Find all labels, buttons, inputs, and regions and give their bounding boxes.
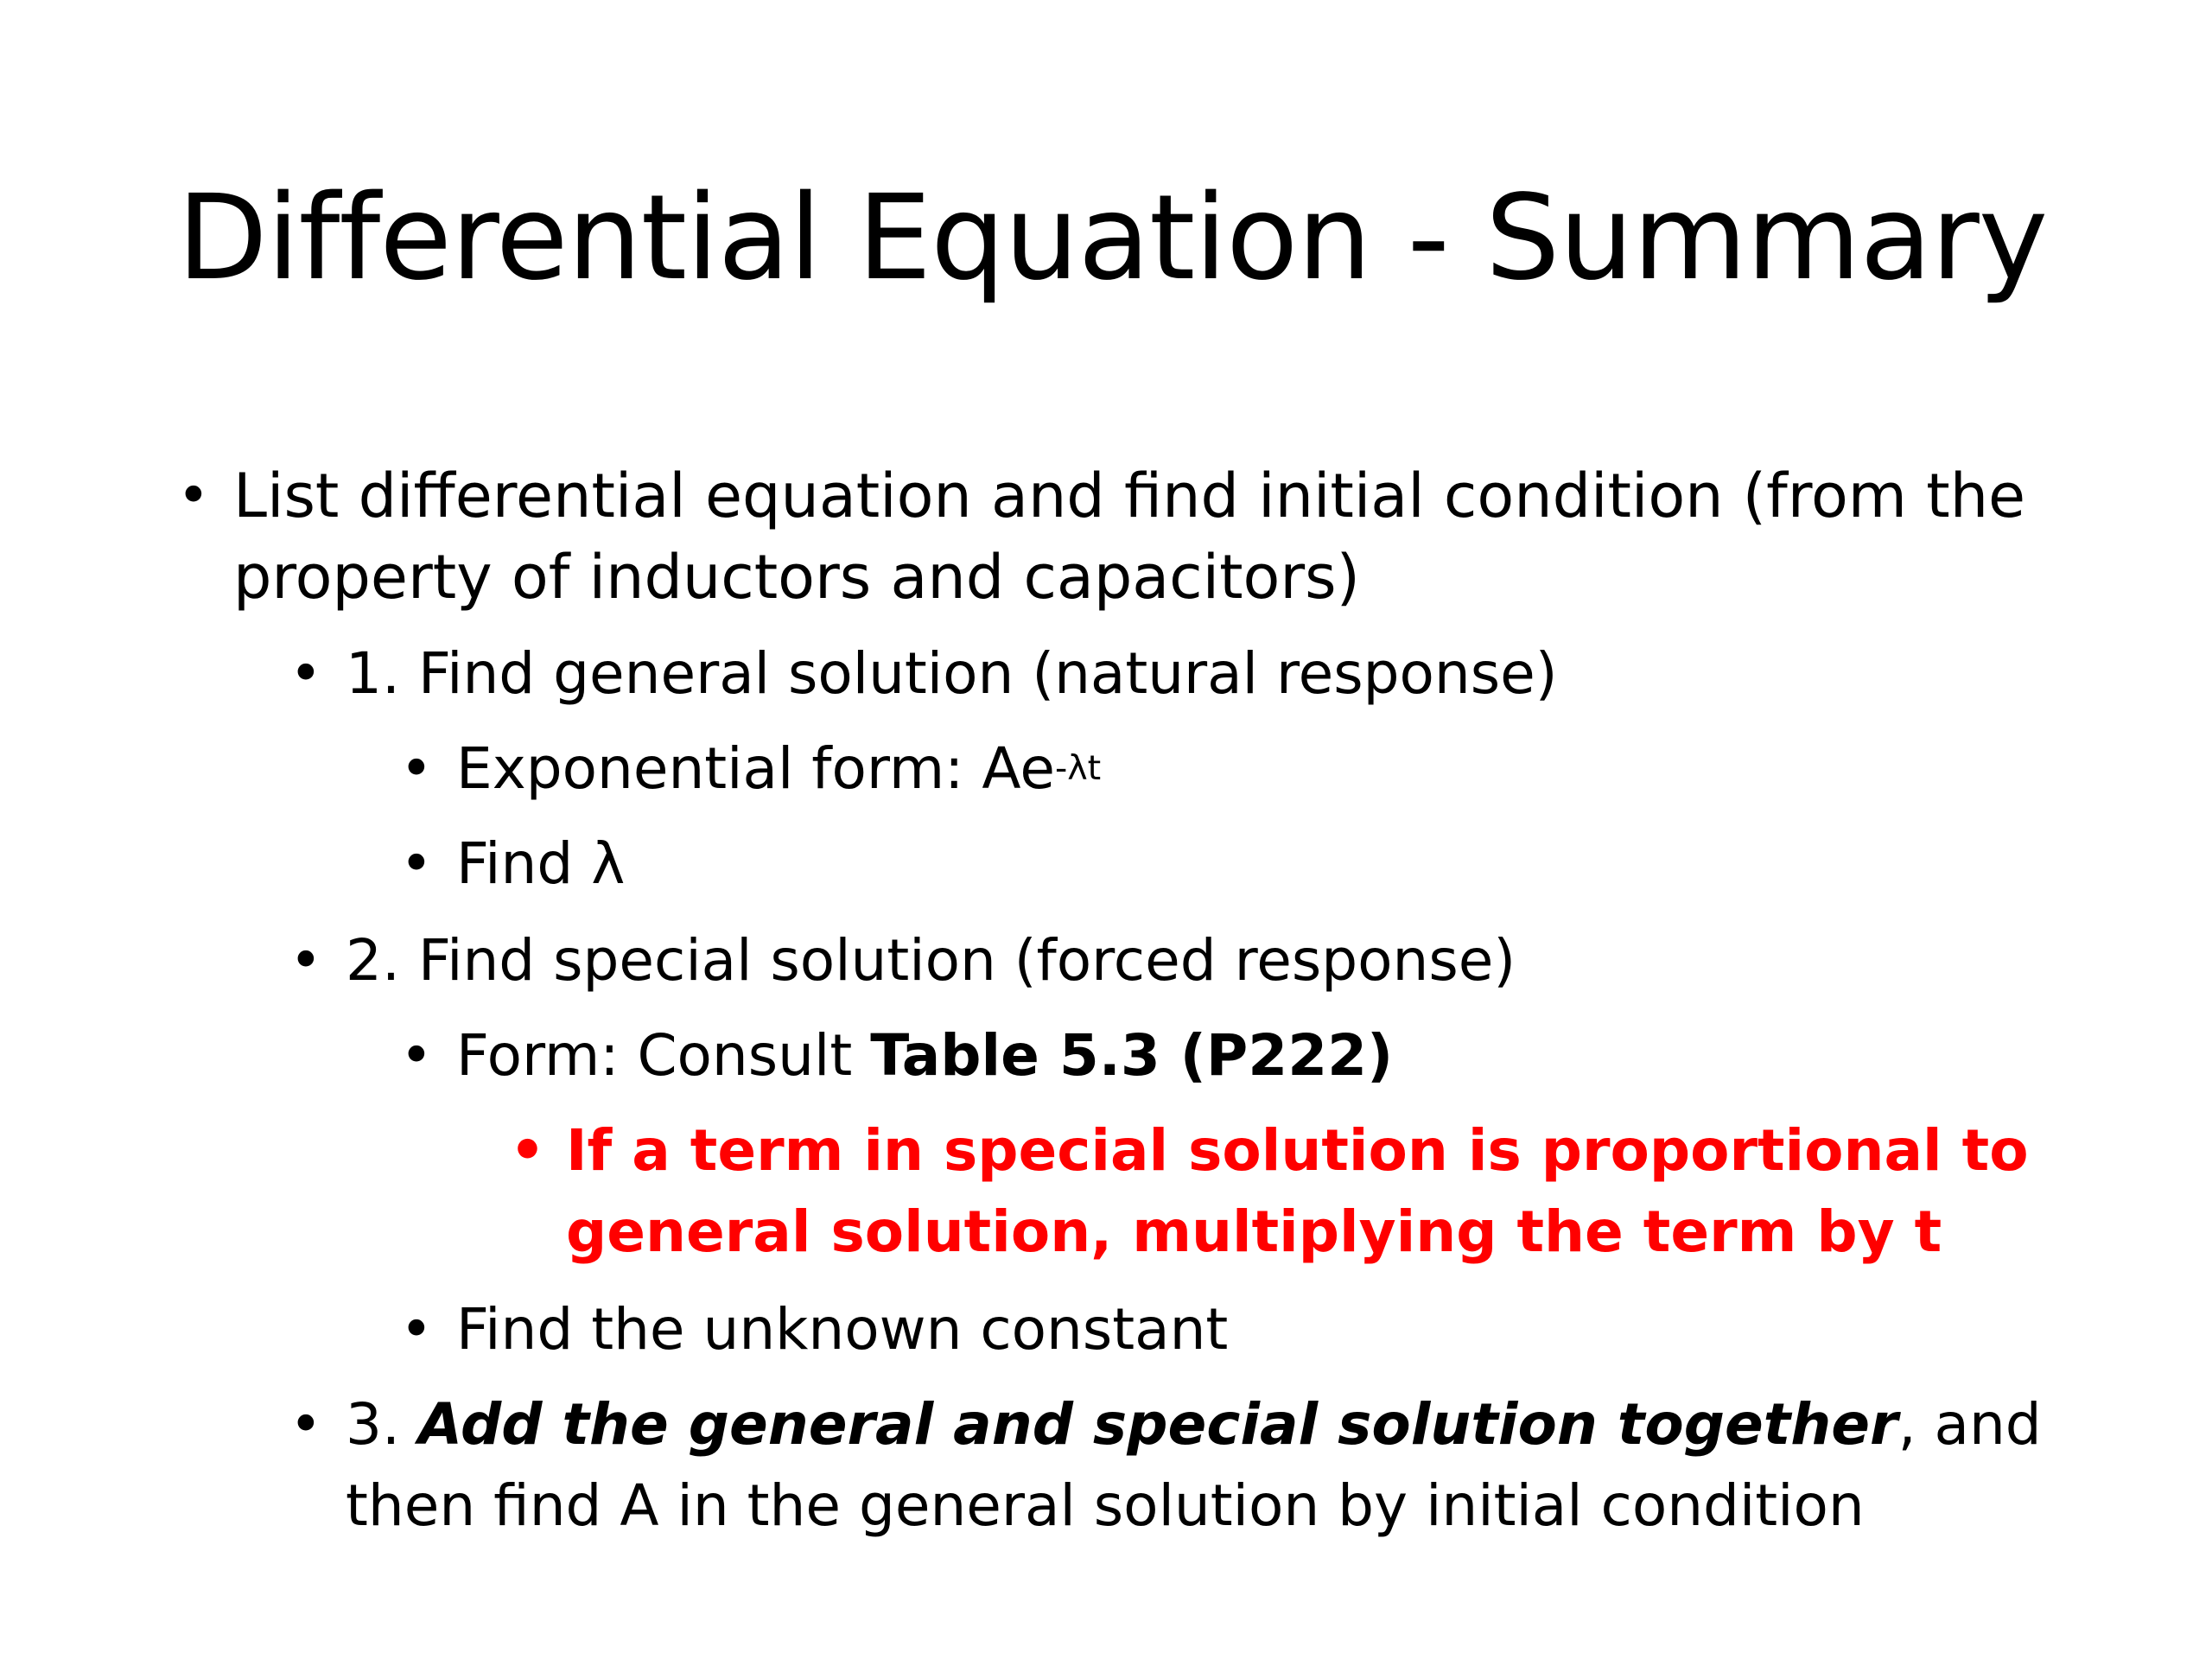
bullet-text (400, 728, 2042, 810)
bullet-text (400, 1015, 2042, 1096)
bullet-dot-icon: • (177, 464, 210, 528)
bullet-dot-icon: • (400, 737, 433, 801)
bullet-text: 1. Find general solution (natural response) (346, 640, 1558, 707)
exponent-superscript: -λt (1054, 748, 1102, 789)
emphasis-text: Add the general and special solution together (417, 1391, 1898, 1458)
slide-title: Differential Equation - Summary (177, 170, 2048, 307)
bullet-item-level2 (289, 1384, 2061, 1547)
bullet-dot-icon: • (400, 832, 433, 896)
bullet-text: Find λ (456, 830, 626, 897)
bullet-text (289, 1384, 2061, 1547)
bullet-dot-icon: • (400, 1024, 433, 1088)
bullet-item-level4-highlight (510, 1110, 2048, 1273)
bullet-item-level3 (400, 823, 2042, 905)
bullet-item-level2 (289, 633, 2061, 715)
bullet-text: 2. Find special solution (forced response) (346, 927, 1516, 994)
bullet-item-level3 (400, 1289, 2042, 1370)
bullet-item-level3 (400, 728, 2042, 810)
bullet-item-level1 (177, 455, 2078, 618)
bullet-text: Find the unknown constant (456, 1296, 1229, 1363)
table-reference: Table 5.3 (P222) (870, 1022, 1394, 1089)
bullet-dot-icon: • (289, 642, 322, 706)
bullet-dot-icon: • (510, 1119, 545, 1183)
consult-text: Form: Consult (456, 1022, 871, 1089)
bullet-dot-icon: • (400, 1298, 433, 1362)
exponential-form-text: Exponential form: Ae (456, 735, 1055, 802)
step-suffix: , and then find A in the general solution by initial condition (346, 1391, 2042, 1539)
bullet-text: List differential equation and find initial condition (from the property of inductors and capacitors) (233, 461, 2026, 613)
bullet-item-level3 (400, 1015, 2042, 1096)
bullet-item-level2 (289, 920, 2061, 1001)
bullet-text: If a term in special solution is proportional to general solution, multiplying the term by t (566, 1117, 2029, 1265)
bullet-dot-icon: • (289, 929, 322, 993)
bullet-dot-icon: • (289, 1393, 322, 1457)
step-number: 3. (346, 1391, 418, 1458)
